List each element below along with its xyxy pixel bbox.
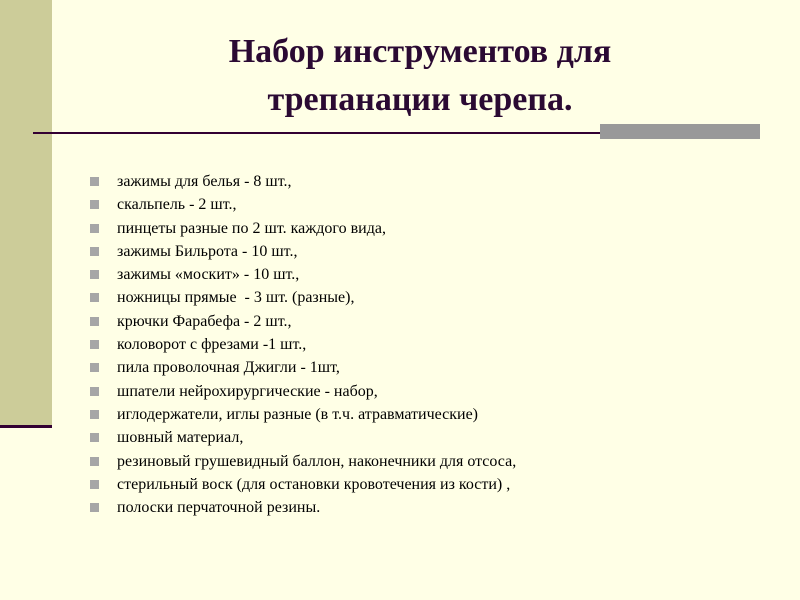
square-bullet-icon: [90, 293, 99, 302]
list-item: [90, 496, 516, 519]
list-item-text: резиновый грушевидный баллон, наконечники для отсоса,: [117, 452, 517, 470]
title-line-2: трепанации черепа.: [267, 81, 573, 118]
square-bullet-icon: [90, 247, 99, 256]
list-item-text: стерильный воск (для остановки кровотечения из кости) ,: [117, 475, 511, 493]
square-bullet-icon: [90, 224, 99, 233]
square-bullet-icon: [90, 503, 99, 512]
square-bullet-icon: [90, 410, 99, 419]
left-decorative-bar: [0, 0, 52, 425]
list-item-text: пинцеты разные по 2 шт. каждого вида,: [117, 219, 386, 237]
list-item-text: скальпель - 2 шт.,: [117, 196, 237, 214]
list-item: [90, 333, 516, 356]
square-bullet-icon: [90, 387, 99, 396]
list-item: [90, 286, 516, 309]
list-item-text: пила проволочная Джигли - 1шт,: [117, 359, 340, 377]
square-bullet-icon: [90, 433, 99, 442]
list-item-text: ножницы прямые - 3 шт. (разные),: [117, 289, 355, 307]
list-item-text: шовный материал,: [117, 429, 244, 447]
list-item: [90, 170, 516, 193]
square-bullet-icon: [90, 340, 99, 349]
list-item: [90, 403, 516, 426]
list-item: [90, 263, 516, 286]
list-item: [90, 193, 516, 216]
square-bullet-icon: [90, 177, 99, 186]
square-bullet-icon: [90, 480, 99, 489]
list-item-text: зажимы «москит» - 10 шт.,: [117, 266, 300, 284]
list-item-text: полоски перчаточной резины.: [117, 499, 321, 517]
title-line-1: Набор инструментов для: [228, 33, 612, 70]
square-bullet-icon: [90, 317, 99, 326]
list-item-text: зажимы для белья - 8 шт.,: [117, 173, 292, 190]
square-bullet-icon: [90, 200, 99, 209]
left-bar-underline: [0, 425, 52, 428]
list-item: [90, 356, 516, 379]
list-item: [90, 240, 516, 263]
square-bullet-icon: [90, 270, 99, 279]
list-item: [90, 426, 516, 449]
square-bullet-icon: [90, 363, 99, 372]
list-item: [90, 473, 516, 496]
list-item: [90, 450, 516, 473]
list-item: [90, 310, 516, 333]
slide-title: [100, 28, 740, 124]
instrument-list: [90, 170, 516, 519]
title-divider-accent: [600, 124, 760, 139]
list-item-text: коловорот с фрезами -1 шт.,: [117, 336, 307, 354]
list-item-text: зажимы Бильрота - 10 шт.,: [117, 242, 298, 260]
square-bullet-icon: [90, 457, 99, 466]
list-item: [90, 380, 516, 403]
list-item-text: шпатели нейрохирургические - набор,: [117, 382, 378, 400]
list-item-text: иглодержатели, иглы разные (в т.ч. атравматические): [117, 405, 478, 423]
list-item-text: крючки Фарабефа - 2 шт.,: [117, 312, 292, 330]
list-item: [90, 217, 516, 240]
